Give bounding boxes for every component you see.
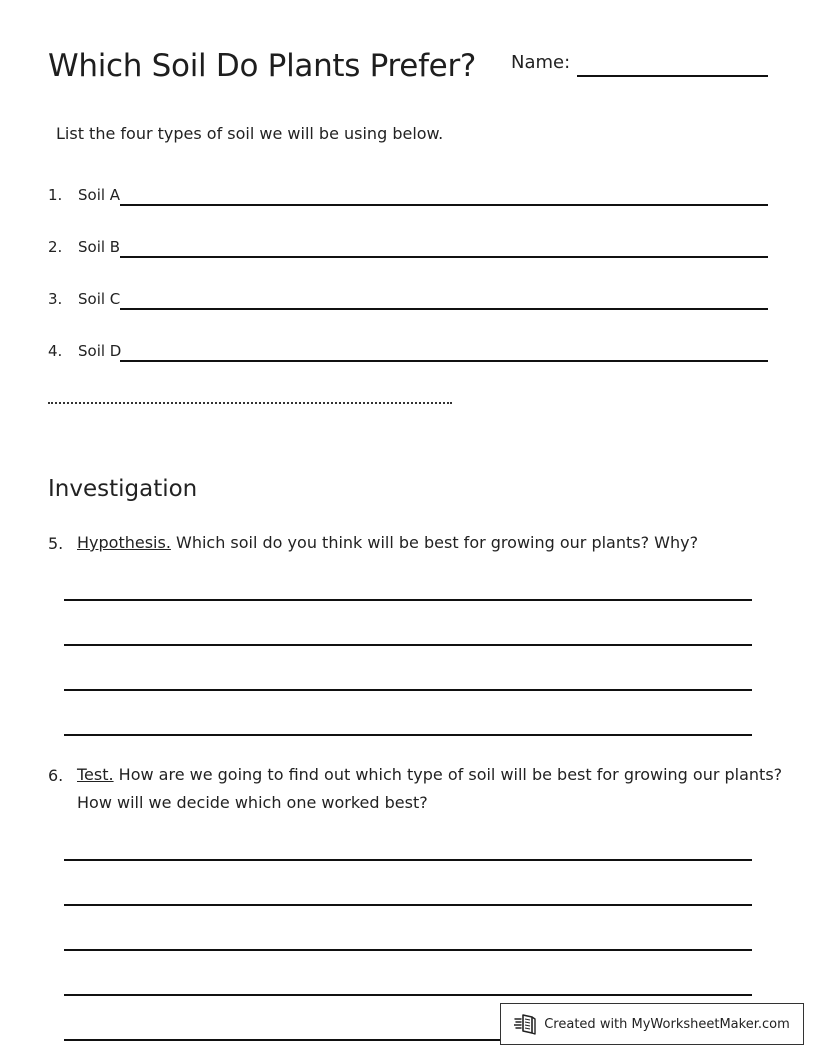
- footer-text: Created with MyWorksheetMaker.com: [544, 1016, 790, 1032]
- answer-line[interactable]: [64, 859, 752, 861]
- soil-item-d: [48, 342, 768, 368]
- intro-instruction: List the four types of soil we will be using below.: [56, 124, 444, 143]
- soil-item-label: Soil D: [78, 342, 122, 360]
- question-text: Which soil do you think will be best for growing our plants? Why?: [170, 533, 699, 552]
- answer-line[interactable]: [64, 734, 752, 736]
- question-label: Hypothesis.: [77, 533, 171, 552]
- soil-item-number: 3.: [48, 290, 63, 308]
- name-label: Name:: [511, 52, 571, 73]
- soil-item-label: Soil C: [78, 290, 121, 308]
- name-field[interactable]: [577, 75, 768, 77]
- soil-answer-line[interactable]: [120, 308, 768, 310]
- soil-answer-line[interactable]: [120, 360, 768, 362]
- soil-item-number: 1.: [48, 186, 63, 204]
- soil-item-c: [48, 290, 768, 316]
- answer-line[interactable]: [64, 689, 752, 691]
- question-text: How are we going to find out which type of soil will be best for growing our plants?: [113, 765, 783, 784]
- answer-line[interactable]: [64, 949, 752, 951]
- soil-item-label: Soil B: [78, 238, 121, 256]
- created-with-badge[interactable]: [500, 1003, 804, 1045]
- question-number: 6.: [48, 766, 64, 785]
- soil-item-number: 4.: [48, 342, 63, 360]
- section-title-investigation: Investigation: [48, 476, 198, 502]
- question-text-line-2: How will we decide which one worked best?: [77, 793, 428, 812]
- answer-line[interactable]: [64, 904, 752, 906]
- soil-item-label: Soil A: [78, 186, 121, 204]
- question-test: [77, 761, 782, 817]
- question-number: 5.: [48, 534, 64, 553]
- question-label: Test.: [77, 765, 114, 784]
- answer-line[interactable]: [64, 994, 752, 996]
- question-line-1: [77, 761, 782, 789]
- dotted-divider: [48, 402, 452, 404]
- worksheet-maker-logo-icon: [514, 1013, 538, 1035]
- answer-line[interactable]: [64, 599, 752, 601]
- soil-item-a: [48, 186, 768, 212]
- soil-item-number: 2.: [48, 238, 63, 256]
- question-hypothesis: [77, 529, 698, 557]
- soil-answer-line[interactable]: [120, 204, 768, 206]
- page-title: Which Soil Do Plants Prefer?: [48, 48, 477, 84]
- soil-item-b: [48, 238, 768, 264]
- soil-answer-line[interactable]: [120, 256, 768, 258]
- answer-line[interactable]: [64, 644, 752, 646]
